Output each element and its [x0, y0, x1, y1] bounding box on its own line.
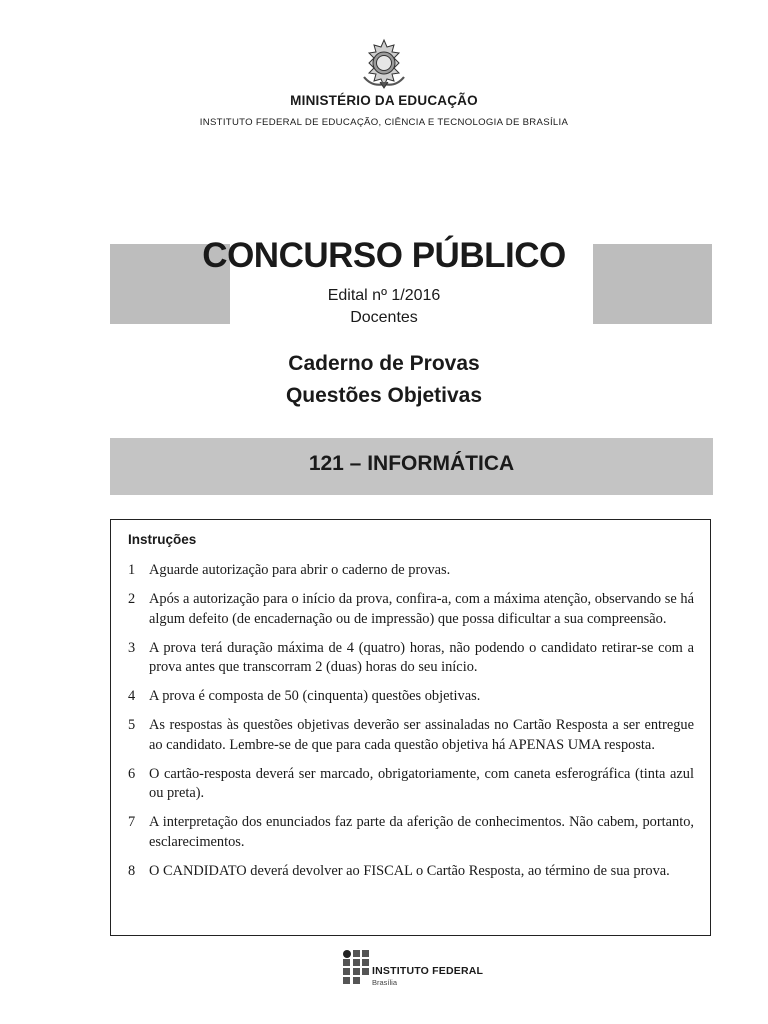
- item-number: 2: [128, 591, 136, 607]
- page-title: CONCURSO PÚBLICO: [202, 236, 566, 275]
- item-number: 8: [128, 862, 136, 879]
- footer-logo-name: INSTITUTO FEDERAL: [372, 965, 484, 977]
- list-item: [128, 561, 694, 581]
- edital-number: Edital nº 1/2016: [327, 287, 441, 304]
- item-text: A interpretação dos enunciados faz parte da aferição de conhecimentos. Não cabem, portanto, esclarecimentos.: [149, 814, 694, 850]
- ministry-title: MINISTÉRIO DA EDUCAÇÃO: [290, 93, 478, 108]
- subject-title: 121 – INFORMÁTICA: [308, 452, 515, 475]
- item-text: A prova terá duração máxima de 4 (quatro) horas, não podendo o candidato retirar-se com a prova antes que transcorram 2 (duas) horas do seu início.: [149, 639, 694, 675]
- item-number: 7: [128, 814, 136, 830]
- item-text: Após a autorização para o início da prova, confira-a, com a máxima atenção, observando se há algum defeito (de encadernação ou de impressão) que possa dificultar a sua compreensão.: [149, 591, 694, 627]
- list-item: [128, 765, 694, 804]
- institute-title: INSTITUTO FEDERAL DE EDUCAÇÃO, CIÊNCIA E TECNOLOGIA DE BRASÍLIA: [199, 117, 569, 128]
- brazil-coat-of-arms-icon: [358, 37, 410, 89]
- item-text: A prova é composta de 50 (cinquenta) questões objetivas.: [149, 688, 481, 704]
- instructions-list: [128, 561, 694, 891]
- list-item: [128, 813, 694, 852]
- list-item: [128, 716, 694, 755]
- question-type-title: Questões Objetivas: [285, 384, 483, 407]
- item-number: 4: [128, 688, 136, 704]
- list-item: [128, 687, 694, 707]
- instructions-title: Instruções: [128, 532, 197, 547]
- item-text: As respostas às questões objetivas deverão ser assinaladas no Cartão Resposta a ser entregue ao candidato. Lembre-se de que para cada questão objetiva há APENAS UMA resposta.: [149, 717, 694, 753]
- item-number: 3: [128, 639, 136, 656]
- audience-label: Docentes: [350, 309, 418, 326]
- item-text: O CANDIDATO deverá devolver ao FISCAL o Cartão Resposta, ao término de sua prova.: [149, 862, 670, 879]
- list-item: [128, 639, 694, 678]
- item-number: 6: [128, 765, 136, 782]
- item-number: 5: [128, 717, 136, 733]
- item-number: 1: [128, 562, 136, 578]
- booklet-title: Caderno de Provas: [288, 352, 480, 375]
- list-item: [128, 590, 694, 629]
- list-item: [128, 862, 694, 882]
- item-text: Aguarde autorização para abrir o caderno de provas.: [149, 562, 451, 578]
- item-text: O cartão-resposta deverá ser marcado, obrigatoriamente, com caneta esferográfica (tinta azul ou preta).: [149, 765, 694, 801]
- footer-logo-sub: Brasília: [372, 978, 398, 987]
